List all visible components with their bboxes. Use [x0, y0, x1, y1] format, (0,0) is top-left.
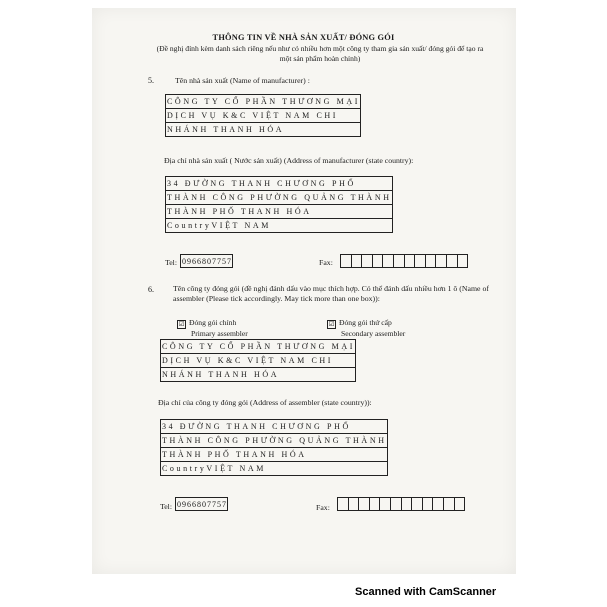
grid-row-4: CountryVIỆT NAM [161, 462, 388, 476]
page-subtitle: (Đề nghị đính kèm danh sách riêng nếu như có nhiều hơn một công ty tham gia sản xuất/ đóng gói để tạo ra một sản phẩm hoàn chỉnh) [156, 44, 484, 63]
grid-row-3: NHÁNH THANH HÓA [161, 368, 356, 382]
page-title: THÔNG TIN VỀ NHÀ SẢN XUẤT/ ĐÓNG GÓI [212, 33, 395, 42]
grid-row-3: THÀNH PHỐ THANH HÓA [161, 448, 388, 462]
tel-grid [180, 254, 233, 268]
tel-label: Tel: [165, 258, 178, 267]
grid-row-2: THÀNH CÔNG PHƯỜNG QUẢNG THÀNH [161, 434, 388, 448]
manufacturer-name-label: Tên nhà sản xuất (Name of manufacturer) : [175, 76, 310, 85]
fax-label: Fax: [319, 258, 333, 267]
assembler-question: Tên công ty đóng gói (đề nghị đánh dấu vào mục thích hợp. Có thể đánh dấu nhiều hơn 1 ô (Name of assembler (Please tick accordingly. May tick more than one box)): [173, 284, 489, 303]
tel-value: 0966807757 [182, 256, 232, 266]
assembler-name-grid [160, 339, 356, 382]
manufacturer-name-grid [165, 94, 361, 137]
tel-value: 0966807757 [177, 499, 227, 509]
grid-row-3: THÀNH PHỐ THANH HÓA [166, 205, 393, 219]
grid-row-1: CÔNG TY CỔ PHẦN THƯƠNG MẠI [166, 95, 361, 109]
section-6-number: 6. [148, 285, 154, 294]
assembler-address-label: Địa chỉ của công ty đóng gói (Address of assembler (state country)): [158, 398, 372, 407]
manufacturer-address-grid [165, 176, 393, 233]
grid-row-1: CÔNG TY CỔ PHẦN THƯƠNG MẠI [161, 340, 356, 354]
tel-label: Tel: [160, 502, 173, 511]
primary-assembler-option[interactable]: ☑ Đóng gói chính Primary assembler [178, 318, 248, 338]
tel-grid [175, 497, 228, 511]
grid-row-1: 34 ĐƯỜNG THANH CHƯƠNG PHỐ [161, 420, 388, 434]
camscanner-watermark: Scanned with CamScanner [355, 586, 497, 598]
secondary-checkbox[interactable]: ☑ [328, 321, 335, 328]
grid-row-1: 34 ĐƯỜNG THANH CHƯƠNG PHỐ [166, 177, 393, 191]
section-5-number: 5. [148, 76, 154, 85]
grid-row-2: DỊCH VỤ K&C VIỆT NAM CHI [161, 354, 356, 368]
fax-grid [337, 497, 465, 511]
primary-checkbox[interactable]: ☑ [178, 321, 185, 328]
grid-row-4: CountryVIỆT NAM [166, 219, 393, 233]
grid-row-2: THÀNH CÔNG PHƯỜNG QUẢNG THÀNH [166, 191, 393, 205]
grid-row-2: DỊCH VỤ K&C VIỆT NAM CHI [166, 109, 361, 123]
grid-row-3: NHÁNH THANH HÓA [166, 123, 361, 137]
manufacturer-address-label: Địa chỉ nhà sản xuất ( Nước sản xuất) (Address of manufacturer (state country): [164, 156, 414, 165]
fax-label: Fax: [316, 503, 330, 512]
secondary-assembler-option[interactable]: ☑ Đóng gói thứ cấp Secondary assembler [328, 318, 406, 338]
fax-grid [340, 254, 468, 268]
assembler-address-grid [160, 419, 388, 476]
